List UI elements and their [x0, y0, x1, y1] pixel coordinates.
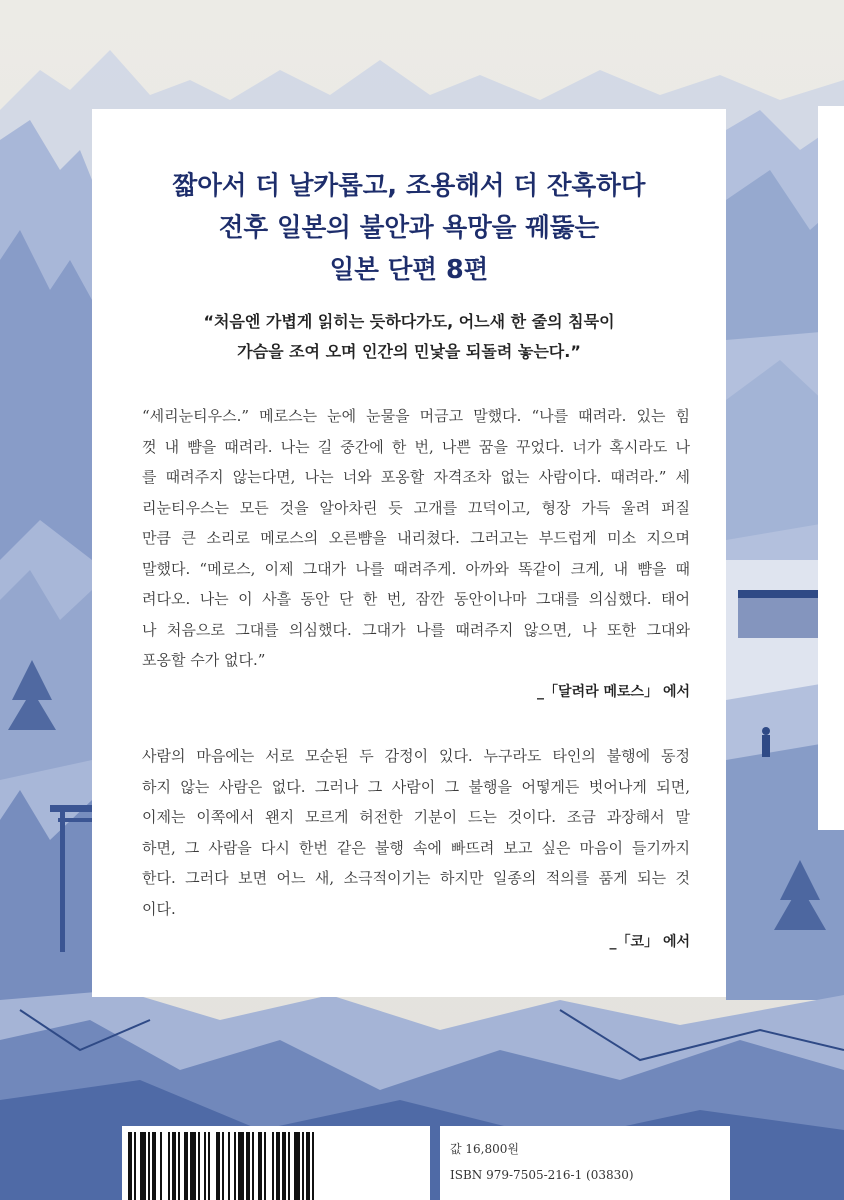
excerpt-line: 만큼 큰 소리로 메로스의 오른뺨을 내리쳤다. 그러고는 부드럽게 미소 지으며	[142, 529, 690, 547]
background-panel	[818, 106, 844, 830]
excerpt-line: 한다. 그러다 보면 어느 새, 소극적이기는 하지만 일종의 적의를 품게 되는 것	[142, 869, 690, 887]
isbn-label: ISBN 979-7505-216-1 (03830)	[450, 1168, 634, 1182]
excerpt-line: 껏 내 뺨을 때려라. 나는 길 중간에 한 번, 나쁜 꿈을 꾸었다. 너가 혹시라도 나	[142, 437, 690, 456]
excerpt-line: 이제는 이쪽에서 왠지 모르게 허전한 기분이 드는 것이다. 조금 과장해서 말	[142, 808, 690, 826]
barcode-area	[122, 1126, 430, 1200]
barcode-bar	[140, 1132, 146, 1200]
headline-line-3: 일본 단편 8편	[329, 255, 489, 285]
barcode-bar	[160, 1132, 162, 1200]
pull-quote-line-2: 가슴을 조여 오며 인간의 민낯을 되돌려 놓는다.”	[237, 342, 581, 361]
excerpt-nose	[142, 741, 690, 924]
barcode-bar	[258, 1132, 262, 1200]
excerpt-line: 사람의 마음에는 서로 모순된 두 감정이 있다. 누구라도 타인의 불행에 동정	[142, 747, 690, 765]
excerpt-source-run-melos: _「달려라 메로스」 에서	[537, 684, 690, 700]
barcode-bar	[208, 1132, 210, 1200]
barcode-bar	[168, 1132, 170, 1200]
excerpt-source-nose: _「코」 에서	[609, 934, 690, 950]
barcode-bar	[312, 1132, 314, 1200]
excerpt-line: 말했다. “메로스, 이제 그대가 나를 때려주게. 아까와 똑같이 크게, 내 뺨을 때	[142, 559, 690, 578]
barcode-bar	[264, 1132, 266, 1200]
barcode	[126, 1132, 426, 1200]
excerpt-line: 려다오. 나는 이 사흘 동안 단 한 번, 잠깐 동안이나마 그대를 의심했다. 태어	[142, 590, 690, 608]
barcode-bar	[234, 1132, 236, 1200]
excerpt-line: 하면, 그 사람을 다시 한번 같은 불행 속에 빠뜨려 보고 싶은 마음이 들기까지	[142, 838, 690, 857]
barcode-bar	[148, 1132, 150, 1200]
barcode-bar	[172, 1132, 176, 1200]
price-isbn-area	[440, 1126, 730, 1200]
barcode-bar	[134, 1132, 136, 1200]
barcode-bar	[222, 1132, 224, 1200]
price-label: 값 16,800원	[450, 1142, 519, 1156]
barcode-bar	[294, 1132, 300, 1200]
barcode-bar	[246, 1132, 250, 1200]
barcode-bar	[272, 1132, 274, 1200]
barcode-bar	[288, 1132, 290, 1200]
pull-quote-line-1: “처음엔 가볍게 읽히는 듯하다가도, 어느새 한 줄의 침묵이	[203, 312, 615, 331]
barcode-bar	[184, 1132, 188, 1200]
headline	[92, 165, 726, 291]
barcode-bar	[204, 1132, 206, 1200]
barcode-bar	[276, 1132, 280, 1200]
barcode-bar	[198, 1132, 200, 1200]
barcode-bar	[238, 1132, 244, 1200]
excerpt-line: 하지 않는 사람은 없다. 그러나 그 사람이 그 불행을 어떻게든 벗어나게 되면,	[142, 777, 690, 796]
barcode-bar	[178, 1132, 180, 1200]
excerpt-line: 나 처음으로 그대를 의심했다. 그대가 나를 때려주지 않으면, 나 또한 그대와	[142, 620, 690, 639]
headline-line-2: 전후 일본의 불안과 욕망을 꿰뚫는	[218, 213, 600, 243]
barcode-bar	[252, 1132, 254, 1200]
barcode-bar	[190, 1132, 196, 1200]
barcode-bar	[228, 1132, 230, 1200]
barcode-bar	[216, 1132, 220, 1200]
barcode-bar	[302, 1132, 304, 1200]
excerpt-line: 를 때려주지 않는다면, 나는 너와 포옹할 자격조차 없는 사람이다. 때려라.” 세	[142, 468, 690, 486]
barcode-bar	[306, 1132, 310, 1200]
barcode-bar	[128, 1132, 132, 1200]
pull-quote	[92, 307, 726, 367]
barcode-bar	[152, 1132, 156, 1200]
headline-line-1: 짧아서 더 날카롭고, 조용해서 더 잔혹하다	[172, 171, 646, 201]
excerpt-run-melos	[142, 401, 690, 676]
excerpt-line: “세리눈티우스.” 메로스는 눈에 눈물을 머금고 말했다. “나를 때려라. 있는 힘	[142, 407, 690, 425]
excerpt-line: 포옹할 수가 없다.”	[142, 651, 266, 669]
excerpt-line: 이다.	[142, 899, 176, 918]
back-cover-card	[92, 109, 726, 997]
barcode-bar	[282, 1132, 286, 1200]
excerpt-line: 리눈티우스는 모든 것을 알아차린 듯 고개를 끄덕이고, 형장 가득 울려 퍼질	[142, 498, 690, 517]
